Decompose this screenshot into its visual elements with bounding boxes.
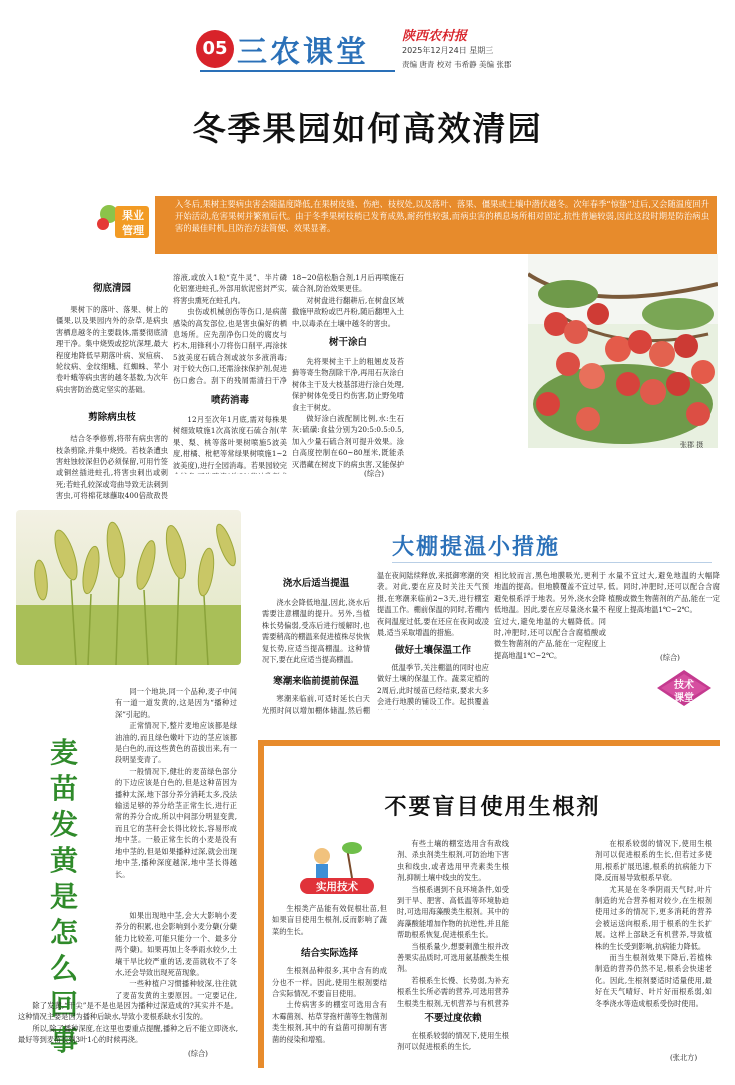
text-soil-warm: 低温季节,关注棚温的同时也应做好土壤的保温工作。蔬菜定植的2周后,此时缓苗已经结束,要求大多会进行地膜的铺设工作。起拱覆盖	[377, 663, 489, 707]
practical-badge	[292, 838, 382, 898]
text-cold-wave-continued: 温在夜间陆续释放,来抵御寒潮的突袭。对此,要在应及时关注天气预报,在寒潮来临前2~3天,进行棚室提温工作。棚前保温的同时,若棚内夜间温度过低,要在还应在夜间或凌晨,适当采取增温的措施。	[377, 571, 489, 638]
article2-title: 大棚提温小措施	[392, 535, 561, 560]
photo-credit: 张郡 摄	[680, 441, 704, 449]
wheat-photo	[16, 510, 241, 665]
text-clear-orchard: 果树下的落叶、落果、树上的僵果,以及果园内外的杂草,是病虫害栖息越冬的主要载体,需要彻底清理干净。集中烧毁或挖坑深埋,最大程度地降低早期落叶病、炭疽病、轮纹病、金纹细蛾、红蜘蛛、苹小卷叶蛾等病虫害的越冬基数,为次年病虫害防治奠定坚实的基础。	[56, 305, 168, 394]
text-prune-continued: 溶液,或放入1粒“克牛灵”、半片磷化铝塞进蛀孔,外部用软泥密封严实,将害虫熏死在蛀孔内。 虫伤或机械创伤等伤口,是病菌感染的高发部位,也是害虫偏好的栖息场所。应先刮净伤口处的腐皮与朽木,用锋利小刀将伤口削平,再涂抹5波美度石硫合剂或波尔多液消毒;对于较大伤口,还需涂抹保护剂,促进伤口愈合。刮下的残屑需清扫干净	[173, 273, 287, 384]
article1-lead: 入冬后,果树主要病虫害会随温度降低,在果树皮缝、伤疤、枝杈处,以及落叶、落果、僵果或土壤中潜伏越冬。次年春季“惊蛰”过后,又会随温度回升开始活动,危害果树并繁殖后代。由于冬季果树枝梢已发育成熟,耐药性较强,而病虫害的栖息场所相对固定,抗性普遍较弱,因此这段时期是防治病虫害的最佳时机,且防治方法简便、效果显著。	[155, 196, 717, 254]
page-number-badge: 05	[196, 30, 234, 68]
article4-title: 不要盲目使用生根剂	[384, 795, 601, 820]
masthead	[0, 0, 735, 80]
text-soil-warm-continued: 相比较而言,黑色地膜吸光,更利于地温的提高。但地膜覆盖不宜过早,避免根系浮于地表。另外,浇水会降低地温。因此,要在应尽量浇水量不宜过大,避免地温的大幅降低。同时,冲肥时,还可以配合含腐植酸或微生物菌剂的产品,能在一定程度上提高地温1℃~2℃。	[494, 571, 606, 660]
fruit-badge-line1: 果业	[122, 209, 144, 222]
fruit-badge	[95, 200, 153, 244]
text-soil-warm-col4: 水量不宜过大,避免地温的大幅降低。同时,冲肥时,还可以配合含腐植酸或微生物菌剂的产品,能在一定程度上提高地温1℃~2℃。	[608, 571, 720, 615]
paper-name: 陕西农村报	[402, 29, 468, 44]
text-cold-wave: 寒潮来临前,可适时延长白天光照时间以增加棚体储温,然后棚	[262, 694, 370, 715]
heading-water-warm: 浇水后适当提温	[282, 578, 350, 589]
article4-credit: (张北方)	[670, 1053, 698, 1062]
tech-badge-line1: 技术	[674, 680, 694, 691]
heading-spray: 喷药消毒	[210, 395, 249, 406]
tech-badge	[655, 668, 713, 708]
article1-credit: (综合)	[364, 469, 384, 478]
text-prune: 结合冬季修剪,将带有病虫害的枝条剪除,并集中烧毁。若枝条遭虫害蛀蚀较深但仍必须保留,可用竹签或铜丝插进蛀孔,将害虫刺出或刺死;若蛀孔较深或弯曲导致无法刺到害虫,可将棉花球蘸取400倍敌敌畏	[56, 434, 168, 501]
article4-intro: 生根类产品能有效促根壮苗,但如果盲目使用生根剂,反而影响了蔬菜的生长。	[272, 904, 387, 936]
article3-title: 麦苗发黄是怎么回事	[50, 736, 79, 1057]
heading-prune: 剪除病虫枝	[88, 412, 136, 424]
tech-badge-line2: 课堂	[674, 693, 694, 704]
date-line: 2025年12月24日 星期三	[402, 46, 494, 55]
text-rooting-types: 有些土壤的棚室选用含有敌线剂、杀虫剂类生根剂,可防治地下害虫和线虫,或者选用甲壳素类生根剂,抑制土壤中线虫的发生。 当根系遇到不良环境条件,如受到干旱、肥害、高低温等环境胁迫时,可选用海藻酸类生根剂。其中的海藻酸能增加作物的抗逆性,并且能帮助根系恢复,促进根系生长。 当根系量少,想要刺激生根并改善果实品质时,可选用氨基酸类生根剂。 若根系生长慢、长势弱,为补充根系生长所必需的营养,可选用营养生根类生根剂,无机营养与有机营养	[397, 839, 509, 1008]
article3-text-mid: 如果出现地中茎,会大大影响小麦养分的积累,也会影响到小麦分蘖(分蘖能力比较差,可能只能分一个、最多分两个蘖)。如果再加上冬季雨水较少,土壤干旱比较严重的话,麦苗就收不了冬水,还会导致出现死苗现象。 一些种植户习惯播种较深,往往就了麦苗发黄的主要原因。一定要记住,	[115, 911, 237, 1000]
article3-text-top: 同一个地块,同一个品种,麦子中间有一道一道发黄的,这是因为“播种过深”引起的。 正常情况下,整片麦地应该都是绿油油的,而且绿色嫩叶下边的茎应该都是白色的,而这些黄色的苗拔出来,有一段明显变青了。 一般情况下,健壮的麦苗绿色部分的下边应该是白色的,但是这种苗因为播种太深,地下部分养分消耗太多,没法输送足够的养分给茎正常生长,进行正常的养分合成,所以中间部分明显变黄,而且它的茎秆会长得比较长,容易形成地中茎。一般正常生长的小麦是没有地中茎的,但是如果播种过深,就会出现地中茎,播种深度越深,地中茎长得越长。	[115, 687, 237, 879]
text-whitewash: 先将果树主干上的粗翘皮及苔藓等寄生物刮除干净,再用石灰涂白树体主干及大枝基部进行涂白处理,保护树体免受日灼伤害,防止野兔啃食主干树皮。 做好涂白液配制比例,水:生石灰:硫磺:食盐分别为20:5:0.5:0.5,加入少量石硫合剂可提升效果。涂白高度控制在60~80厘米,既能杀灭潜藏在树皮下的病虫害,又能保护	[292, 357, 404, 468]
heading-soil-warm: 做好土壤保温工作	[394, 645, 471, 656]
fruit-badge-line2: 管理	[122, 224, 144, 237]
heading-choose: 结合实际选择	[300, 948, 358, 960]
text-spray: 12月至次年1月底,需对每株果树细致喷施1次高浓度石硫合剂(苹果、梨、桃等落叶果树喷施5波美度,柑橘、枇杷等常绿果树喷施1~2波美度),进行全园消毒。若果园较完	[173, 415, 287, 470]
practical-badge-label: 实用技术	[316, 881, 358, 893]
text-spray-continued: 18~20倍松脂合剂,1月后再喷施石硫合剂,防治效果更佳。 对树盘进行翻耕后,在树盘区域撒施甲敌粉或巴丹粉,随后翻埋入土中,以毒杀在土壤中越冬的害虫。	[292, 273, 404, 328]
article3-text-bottom: 除了发黄,“干尖”是不是也是因为播种过深造成的?其实并不是。这种情况主要是因为播种后缺水,导致小麦根系缺水引发的。 所以,除了播种深度,在这里也要重点提醒,播种之后不能立即浇水,最好等到麦苗长到3叶1心的时候再浇。	[18, 1001, 238, 1045]
text-no-overdependence-start: 在根系较弱的情况下,使用生根剂可以促进根系的生长,	[397, 1031, 509, 1052]
editors-line: 责编 唐青 校对 韦希静 美编 张郡	[402, 60, 512, 69]
article2-credit: (综合)	[660, 653, 680, 662]
heading-cold-wave: 寒潮来临前提前保温	[273, 676, 359, 688]
text-no-overdependence: 在根系较弱的情况下,使用生根剂可以促进根系的生长,但若过多使用,根系扩展迅速,根系的抗病能力下降,反而易导致根系早衰。 尤其是在冬季阴雨天气时,叶片制造的光合营养相对较少,在生根剂使用过多的情况下,更多消耗的营养会被运送向根系,用于根系的生长扩展。这样上部缺乏有机营养,导致植株的生长受到影响,抗病能力降低。 而当生根剂效果下降后,若植株制造的营养仍然不足,根系会快速老化。因此,生根剂要适时适量使用,最好在天气晴好、叶片好而根系弱,如冬季浇水等造成根系受伤时使用。	[595, 839, 712, 1008]
text-water-warm: 浇水会降低地温,因此,浇水后需要注意棚温的提升。另外,当植株长势偏弱,受冻后进行缓解时,也需要稍高的棚温来促进植株尽快恢复长势,应适当提高棚温。这种情况下,要在此应适当提高棚温。	[262, 598, 370, 665]
article3-credit: (综合)	[188, 1049, 208, 1058]
article1-title: 冬季果园如何高效清园	[192, 109, 543, 148]
text-choose: 生根剂品种很多,其中含有的成分也不一样。因此,使用生根剂要结合实际情况,不要盲目使用。 土传病害多的棚室可选用含有木霉菌剂、枯草芽孢杆菌等生物菌剂类生根剂,其中的有益菌可抑制有害菌的侵染和增殖。	[272, 966, 387, 1044]
apple-orchard-photo	[528, 254, 718, 448]
section-title: 三农课堂	[237, 35, 369, 70]
heading-whitewash: 树干涂白	[328, 337, 367, 348]
heading-no-overdependence: 不要过度依赖	[424, 1013, 482, 1024]
heading-clear-orchard: 彻底清园	[92, 283, 131, 294]
